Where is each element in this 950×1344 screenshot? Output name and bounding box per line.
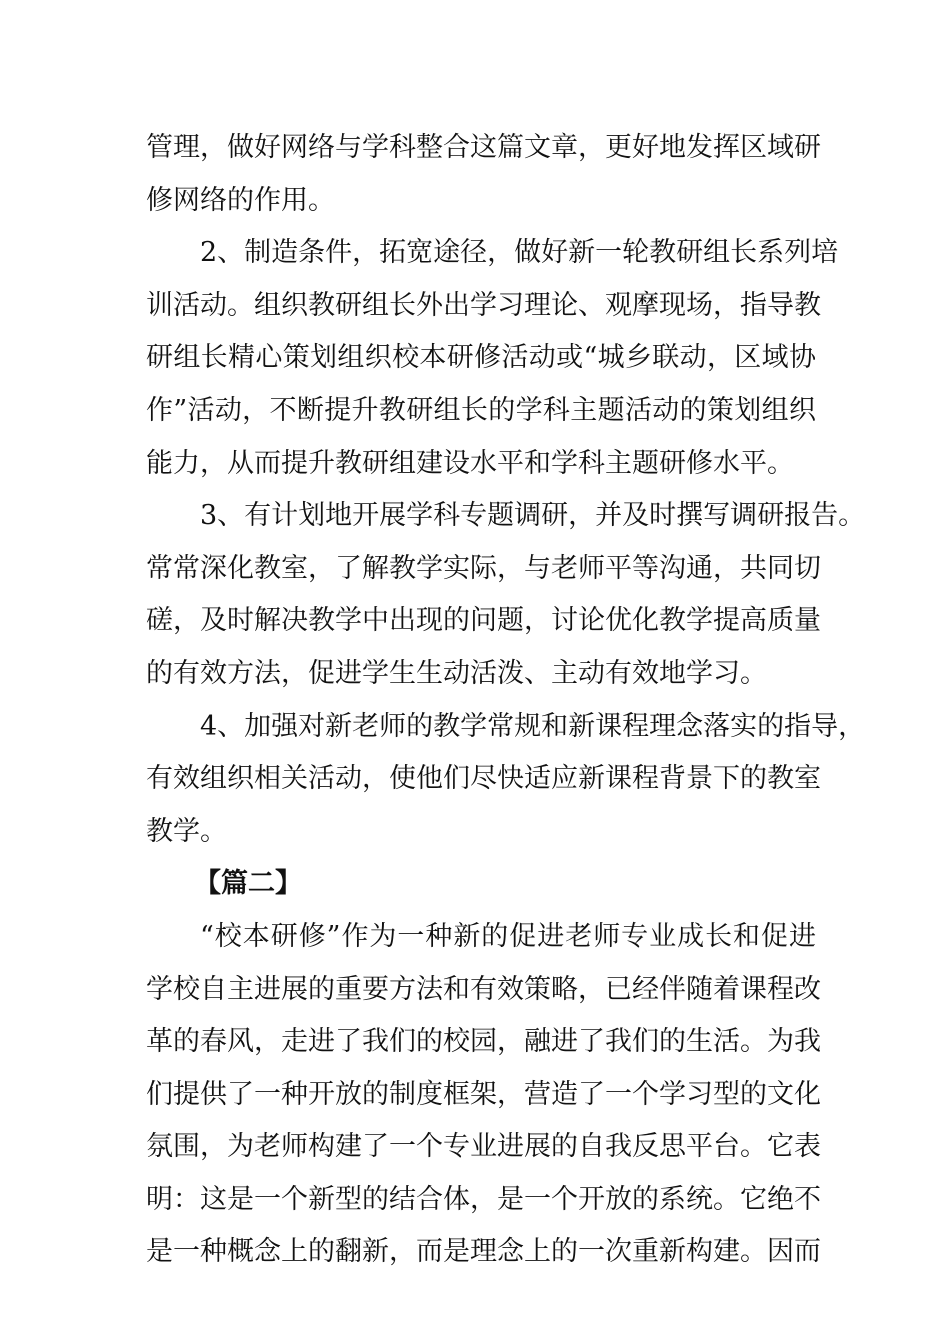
text-line: 学校自主进展的重要方法和有效策略，已经伴随着课程改	[146, 973, 821, 1005]
document-body	[146, 122, 866, 1279]
text-line: 作”活动，不断提升教研组长的学科主题活动的策划组织	[146, 394, 816, 426]
text-line: 能力，从而提升教研组建设水平和学科主题研修水平。	[146, 447, 794, 479]
section-heading: 【篇二】	[194, 868, 302, 900]
text-line: 们提供了一种开放的制度框架，营造了一个学习型的文化	[146, 1078, 821, 1110]
text-line: 的有效方法，促进学生生动活泼、主动有效地学习。	[146, 657, 767, 689]
text-line: 训活动。组织教研组长外出学习理论、观摩现场，指导教	[146, 289, 821, 321]
text-line: 氛围，为老师构建了一个专业进展的自我反思平台。它表	[146, 1131, 821, 1163]
paragraph-start-line: 2、制造条件，拓宽途径，做好新一轮教研组长系列培	[200, 237, 839, 269]
text-line: 是一种概念上的翻新，而是理念上的一次重新构建。因而	[146, 1236, 821, 1268]
text-line: 修网络的作用。	[146, 184, 335, 216]
text-line: 管理，做好网络与学科整合这篇文章，更好地发挥区域研	[146, 132, 821, 163]
text-line: 有效组织相关活动，使他们尽快适应新课程背景下的教室	[146, 763, 821, 795]
text-line: 革的春风，走进了我们的校园，融进了我们的生活。为我	[146, 1026, 821, 1058]
text-line: 研组长精心策划组织校本研修活动或“城乡联动，区域协	[146, 342, 816, 374]
text-line: 常常深化教室，了解教学实际，与老师平等沟通，共同切	[146, 552, 821, 584]
text-line: 明：这是一个新型的结合体，是一个开放的系统。它绝不	[146, 1183, 821, 1215]
paragraph-start-line: “校本研修”作为一种新的促进老师专业成长和促进	[200, 920, 816, 952]
paragraph-start-line: 4、加强对新老师的教学常规和新课程理念落实的指导，	[200, 710, 866, 742]
text-line: 磋，及时解决教学中出现的问题，讨论优化教学提高质量	[146, 605, 821, 637]
paragraph-start-line: 3、有计划地开展学科专题调研，并及时撰写调研报告。	[200, 500, 866, 532]
text-line: 教学。	[146, 815, 227, 847]
